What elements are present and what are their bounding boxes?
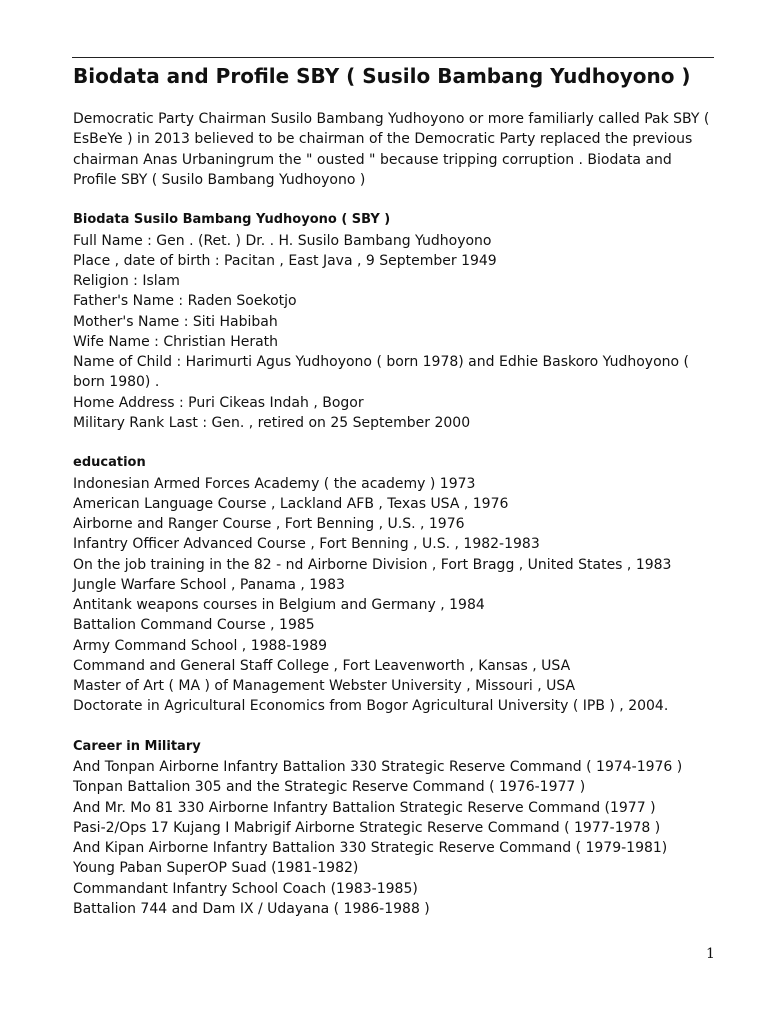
career-section (73, 737, 718, 919)
education-line: Army Command School , 1988-1989 (73, 637, 328, 654)
career-line: Battalion 744 and Dam IX / Udayana ( 1986-1988 ) (73, 900, 430, 917)
career-heading: Career in Military (73, 738, 201, 754)
top-rule (72, 57, 714, 58)
biodata-section (73, 210, 718, 433)
biodata-line: Full Name : Gen . (Ret. ) Dr. . H. Susilo Bambang Yudhoyono (73, 232, 492, 249)
education-line: Infantry Officer Advanced Course , Fort Benning , U.S. , 1982-1983 (73, 536, 540, 553)
education-line: Antitank weapons courses in Belgium and Germany , 1984 (73, 597, 485, 613)
education-line: Airborne and Ranger Course , Fort Benning , U.S. , 1976 (73, 516, 465, 532)
biodata-line: Father's Name : Raden Soekotjo (73, 293, 297, 310)
biodata-line: Place , date of birth : Pacitan , East Java , 9 September 1949 (73, 252, 497, 269)
career-line: Commandant Infantry School Coach (1983-1985) (73, 880, 418, 897)
document-title: Biodata and Profile SBY ( Susilo Bambang Yudhoyono ) (73, 64, 691, 88)
education-section (73, 453, 718, 716)
career-line: Pasi-2/Ops 17 Kujang I Mabrigif Airborne Strategic Reserve Command ( 1977-1978 ) (73, 819, 661, 836)
education-line: Command and General Staff College , Fort Leavenworth , Kansas , USA (73, 657, 571, 674)
biodata-line: Mother's Name : Siti Habibah (73, 313, 278, 330)
career-line: Tonpan Battalion 305 and the Strategic Reserve Command ( 1976-1977 ) (73, 779, 586, 796)
biodata-line: Home Address : Puri Cikeas Indah , Bogor (73, 394, 364, 411)
education-line: Doctorate in Agricultural Economics from Bogor Agricultural University ( IPB ) , 2004. (73, 698, 669, 715)
education-line: On the job training in the 82 - nd Airborne Division , Fort Bragg , United States , 1983 (73, 556, 672, 573)
career-line: And Mr. Mo 81 330 Airborne Infantry Battalion Strategic Reserve Command (1977 ) (73, 799, 656, 816)
biodata-line: Name of Child : Harimurti Agus Yudhoyono ( born 1978) and Edhie Baskoro Yudhoyono ( born 1980) . (73, 354, 689, 391)
document-body (73, 109, 718, 939)
education-line: Jungle Warfare School , Panama , 1983 (73, 576, 345, 593)
education-line: Battalion Command Course , 1985 (73, 617, 315, 634)
career-line: And Tonpan Airborne Infantry Battalion 330 Strategic Reserve Command ( 1974-1976 ) (73, 759, 683, 775)
education-heading: education (73, 455, 146, 471)
career-line: Young Paban SuperOP Suad (1981-1982) (73, 860, 359, 877)
intro-paragraph: Democratic Party Chairman Susilo Bambang Yudhoyono or more familiarly called Pak SBY ( EsBeYe ) in 2013 believed to be chairman of the Democratic Party replaced the previous chairman Anas Urbaningrum the " ousted " because tripping corruption . Biodata and Profile SBY ( Susilo Bambang Yudhoyono ) (73, 111, 710, 188)
education-line: American Language Course , Lackland AFB , Texas USA , 1976 (73, 495, 509, 512)
page-number: 1 (706, 946, 715, 962)
career-line: And Kipan Airborne Infantry Battalion 330 Strategic Reserve Command ( 1979-1981) (73, 840, 668, 856)
biodata-heading: Biodata Susilo Bambang Yudhoyono ( SBY ) (73, 212, 391, 228)
biodata-line: Religion : Islam (73, 273, 180, 289)
education-line: Master of Art ( MA ) of Management Webster University , Missouri , USA (73, 678, 576, 694)
biodata-line: Wife Name : Christian Herath (73, 333, 279, 350)
education-line: Indonesian Armed Forces Academy ( the academy ) 1973 (73, 475, 476, 492)
biodata-line: Military Rank Last : Gen. , retired on 25 September 2000 (73, 414, 471, 431)
